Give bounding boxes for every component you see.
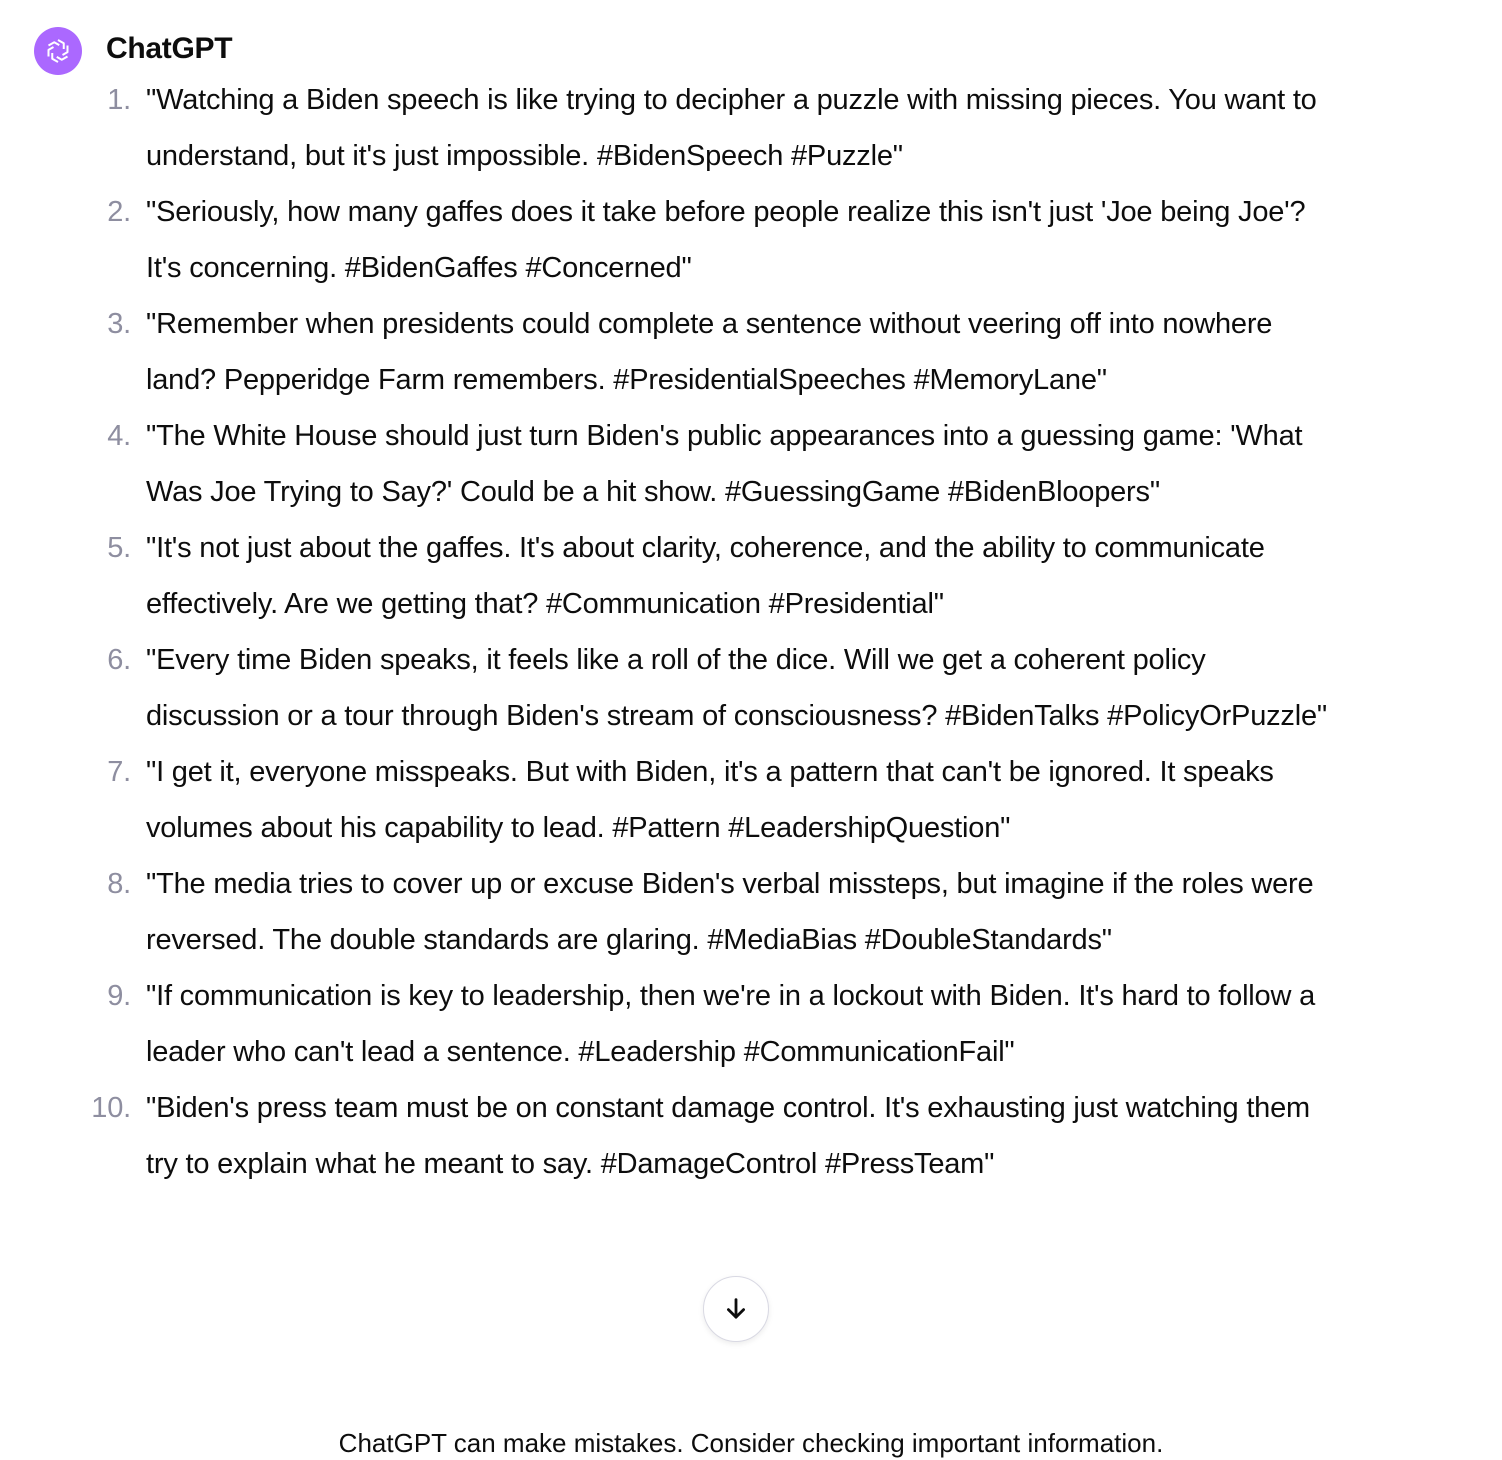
item-number: 10. bbox=[91, 1092, 131, 1124]
list-item bbox=[0, 1080, 1346, 1192]
item-number: 8. bbox=[107, 868, 131, 900]
item-text: "Remember when presidents could complete a sentence without veering off into nowhere land? Pepperidge Farm remembers. #PresidentialSpeeches #MemoryLane" bbox=[146, 308, 1273, 396]
item-text: "Every time Biden speaks, it feels like a roll of the dice. Will we get a coherent policy discussion or a tour through Biden's stream of consciousness? #BidenTalks #PolicyOrPuzzle" bbox=[146, 644, 1327, 732]
list-item bbox=[0, 184, 1346, 296]
list-item bbox=[0, 968, 1346, 1080]
disclaimer-text: ChatGPT can make mistakes. Consider checking important information. bbox=[338, 1428, 1164, 1458]
list-item bbox=[0, 744, 1346, 856]
item-number: 2. bbox=[107, 196, 131, 228]
list-item bbox=[0, 72, 1346, 184]
item-text: "I get it, everyone misspeaks. But with Biden, it's a pattern that can't be ignored. It speaks volumes about his capability to lead. #Pattern #LeadershipQuestion" bbox=[146, 756, 1274, 844]
item-number: 6. bbox=[107, 644, 131, 676]
item-text: "It's not just about the gaffes. It's about clarity, coherence, and the ability to communicate effectively. Are we getting that? #Communication #Presidential" bbox=[146, 532, 1265, 620]
item-text: "Watching a Biden speech is like trying to decipher a puzzle with missing pieces. You want to understand, but it's just impossible. #BidenSpeech #Puzzle" bbox=[146, 84, 1317, 172]
item-number: 9. bbox=[107, 980, 131, 1012]
scroll-to-bottom-button[interactable] bbox=[703, 1276, 769, 1342]
item-text: "The media tries to cover up or excuse Biden's verbal missteps, but imagine if the roles were reversed. The double standards are glaring. #MediaBias #DoubleStandards" bbox=[146, 868, 1314, 956]
item-text: "Seriously, how many gaffes does it take before people realize this isn't just 'Joe being Joe'? It's concerning. #BidenGaffes #Concerned" bbox=[146, 196, 1306, 284]
list-item bbox=[0, 856, 1346, 968]
arrow-down-icon bbox=[722, 1295, 750, 1323]
tweet-list bbox=[0, 72, 1502, 1192]
item-text: "The White House should just turn Biden's public appearances into a guessing game: 'What Was Joe Trying to Say?' Could be a hit show. #GuessingGame #BidenBloopers" bbox=[146, 420, 1303, 508]
item-number: 3. bbox=[107, 308, 131, 340]
item-number: 7. bbox=[107, 756, 131, 788]
item-text: "If communication is key to leadership, then we're in a lockout with Biden. It's hard to follow a leader who can't lead a sentence. #Leadership #CommunicationFail" bbox=[146, 980, 1316, 1068]
openai-logo-icon bbox=[43, 36, 73, 66]
item-number: 5. bbox=[107, 532, 131, 564]
author-name: ChatGPT bbox=[106, 32, 233, 65]
list-item bbox=[0, 408, 1346, 520]
list-item bbox=[0, 296, 1346, 408]
item-number: 4. bbox=[107, 420, 131, 452]
item-number: 1. bbox=[107, 84, 131, 116]
avatar bbox=[34, 27, 82, 75]
list-item bbox=[0, 520, 1346, 632]
item-text: "Biden's press team must be on constant damage control. It's exhausting just watching them try to explain what he meant to say. #DamageControl #PressTeam" bbox=[146, 1092, 1310, 1180]
message-content bbox=[0, 72, 1502, 1380]
list-item bbox=[0, 632, 1346, 744]
